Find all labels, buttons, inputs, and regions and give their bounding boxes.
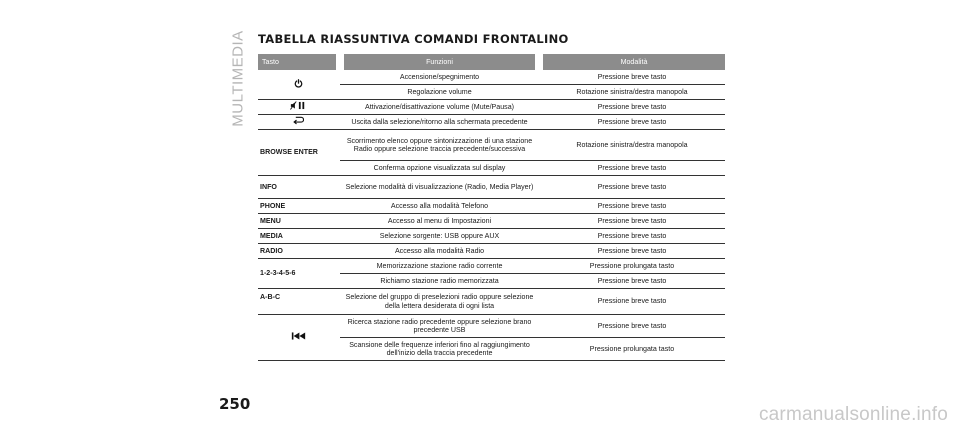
table-row <box>258 199 725 214</box>
watermark: carmanualsonline.info <box>758 404 948 425</box>
back-arrow-icon <box>293 116 304 127</box>
mute-pause-icon <box>290 101 306 112</box>
function-cell: Richiamo stazione radio memorizzata <box>340 274 539 289</box>
key-menu: MENU <box>258 214 340 229</box>
key-power-cell <box>258 70 340 100</box>
mode-cell: Pressione breve tasto <box>539 100 725 115</box>
mode-cell: Rotazione sinistra/destra manopola <box>539 85 725 100</box>
section-side-label <box>226 28 250 128</box>
mode-cell: Pressione breve tasto <box>539 70 725 85</box>
mode-cell: Pressione breve tasto <box>539 161 725 176</box>
section-side-label-text: MULTIMEDIA <box>229 29 247 127</box>
table-row <box>258 214 725 229</box>
function-cell: Attivazione/disattivazione volume (Mute/Pausa) <box>340 100 539 115</box>
function-cell: Scorrimento elenco oppure sintonizzazione di una stazione Radio oppure selezione traccia precedente/successiva <box>340 130 539 161</box>
function-cell: Accesso alla modalità Telefono <box>340 199 539 214</box>
function-cell: Selezione modalità di visualizzazione (Radio, Media Player) <box>340 176 539 199</box>
table-row <box>258 100 725 115</box>
header-tasto: Tasto <box>258 54 340 70</box>
key-mute-cell <box>258 100 340 115</box>
table-row <box>258 289 725 315</box>
function-cell: Memorizzazione stazione radio corrente <box>340 259 539 274</box>
function-cell: Regolazione volume <box>340 85 539 100</box>
table-row <box>258 244 725 259</box>
mode-cell: Pressione breve tasto <box>539 244 725 259</box>
function-cell: Scansione delle frequenze inferiori fino al raggiungimento dell'inizio della traccia precedente <box>340 338 539 361</box>
key-info: INFO <box>258 176 340 199</box>
key-prev-cell <box>258 315 340 361</box>
key-radio: RADIO <box>258 244 340 259</box>
mode-cell: Pressione breve tasto <box>539 315 725 338</box>
key-media: MEDIA <box>258 229 340 244</box>
mode-cell: Pressione breve tasto <box>539 274 725 289</box>
key-browse-enter: BROWSE ENTER <box>258 130 340 176</box>
function-cell: Accensione/spegnimento <box>340 70 539 85</box>
header-funzioni: Funzioni <box>340 54 539 70</box>
key-phone: PHONE <box>258 199 340 214</box>
mode-cell: Pressione prolungata tasto <box>539 259 725 274</box>
table-row <box>258 176 725 199</box>
table-header-row <box>258 54 725 70</box>
key-abc: A-B-C <box>258 289 340 315</box>
function-cell: Selezione sorgente: USB oppure AUX <box>340 229 539 244</box>
key-presets: 1-2-3-4-5-6 <box>258 259 340 289</box>
mode-cell: Pressione prolungata tasto <box>539 338 725 361</box>
function-cell: Accesso al menu di Impostazioni <box>340 214 539 229</box>
function-cell: Ricerca stazione radio precedente oppure selezione brano precedente USB <box>340 315 539 338</box>
previous-track-icon <box>291 332 306 342</box>
table-row <box>258 315 725 338</box>
mode-cell: Pressione breve tasto <box>539 214 725 229</box>
mode-cell: Pressione breve tasto <box>539 115 725 130</box>
function-cell: Conferma opzione visualizzata sul display <box>340 161 539 176</box>
table-row <box>258 229 725 244</box>
function-cell: Selezione del gruppo di preselezioni radio oppure selezione della lettera desiderata di ogni lista <box>340 289 539 315</box>
header-modalita: Modalità <box>539 54 725 70</box>
table-row <box>258 70 725 85</box>
mode-cell: Pressione breve tasto <box>539 176 725 199</box>
key-back-cell <box>258 115 340 130</box>
table-row <box>258 115 725 130</box>
mode-cell: Pressione breve tasto <box>539 229 725 244</box>
page-title: TABELLA RIASSUNTIVA COMANDI FRONTALINO <box>258 32 569 46</box>
power-icon <box>294 79 303 90</box>
mode-cell: Rotazione sinistra/destra manopola <box>539 130 725 161</box>
table-row <box>258 259 725 274</box>
mode-cell: Pressione breve tasto <box>539 289 725 315</box>
function-cell: Accesso alla modalità Radio <box>340 244 539 259</box>
mode-cell: Pressione breve tasto <box>539 199 725 214</box>
commands-table <box>258 54 725 361</box>
function-cell: Uscita dalla selezione/ritorno alla schermata precedente <box>340 115 539 130</box>
page-number: 250 <box>219 395 251 413</box>
table-row <box>258 130 725 161</box>
